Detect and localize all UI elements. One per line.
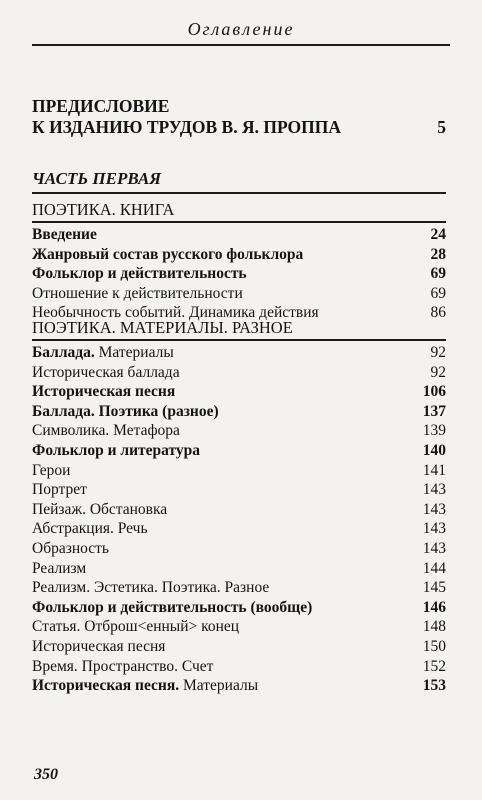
toc-entry-title: Историческая песня (32, 383, 176, 401)
entry-list (32, 225, 446, 323)
toc-entry-page: 143 (422, 539, 446, 557)
toc-entry-page: 145 (422, 579, 446, 597)
toc-entry-page: 141 (422, 461, 446, 479)
toc-entry-page: 150 (422, 637, 446, 655)
toc-entry[interactable] (32, 284, 446, 304)
toc-entry[interactable] (32, 363, 446, 383)
toc-entry-title-rest: Материалы (98, 344, 174, 361)
toc-entry-page: 92 (430, 363, 446, 381)
toc-entry-title: Историческая песня (32, 637, 166, 655)
toc-entry-page: 152 (422, 657, 446, 675)
part-title: ЧАСТЬ ПЕРВАЯ (32, 168, 446, 194)
toc-entry-page: 140 (422, 441, 446, 459)
toc-entry-page: 28 (430, 245, 446, 263)
page-number: 350 (34, 766, 58, 783)
toc-entry[interactable] (32, 225, 446, 245)
preface-page-number: 5 (437, 117, 446, 137)
toc-entry[interactable] (32, 441, 446, 461)
toc-entry-page: 106 (422, 383, 446, 401)
toc-entry[interactable] (32, 617, 446, 637)
toc-entry-title: Отношение к действительности (32, 284, 243, 302)
toc-entry[interactable] (32, 245, 446, 265)
toc-entry[interactable] (32, 539, 446, 559)
toc-entry[interactable] (32, 637, 446, 657)
toc-entry[interactable] (32, 559, 446, 579)
toc-entry-title: Статья. Отброш<енный> конец (32, 618, 240, 636)
toc-entry-title: Введение (32, 226, 97, 243)
toc-entry-page: 86 (430, 304, 446, 322)
toc-entry-page: 143 (422, 500, 446, 518)
toc-entry[interactable] (32, 343, 446, 363)
toc-entry-title-bold-part: Баллада. (32, 344, 95, 361)
toc-entry-title: Необычность событий. Динамика действия (32, 304, 319, 322)
toc-entry-page: 146 (422, 598, 446, 616)
toc-entry-page: 144 (422, 559, 446, 577)
toc-entry-title: Герои (32, 461, 71, 479)
toc-entry-title: Фольклор и действительность (32, 265, 247, 283)
toc-entry-page: 69 (430, 265, 446, 283)
toc-entry[interactable] (32, 402, 446, 422)
preface-entry[interactable] (32, 96, 446, 138)
toc-entry[interactable] (32, 657, 446, 677)
toc-entry-title: Время. Пространство. Счет (32, 657, 214, 675)
toc-entry[interactable] (32, 519, 446, 539)
toc-entry[interactable] (32, 676, 446, 696)
toc-entry-title: Фольклор и действительность (вообще) (32, 598, 313, 616)
toc-entry[interactable] (32, 421, 446, 441)
toc-entry-page: 139 (422, 422, 446, 440)
toc-entry[interactable] (32, 578, 446, 598)
entry-list (32, 343, 446, 696)
toc-entry-title: Баллада. Поэтика (разное) (32, 402, 219, 420)
toc-section-poetics-materials (32, 318, 446, 696)
toc-entry-title: Абстракция. Речь (32, 520, 148, 538)
toc-entry-page: 137 (422, 402, 446, 420)
preface-title-line1: ПРЕДИСЛОВИЕ (32, 96, 170, 116)
toc-section-poetics-book (32, 200, 446, 323)
toc-entry-title (32, 343, 174, 363)
toc-entry-title: Пейзаж. Обстановка (32, 500, 168, 518)
toc-entry-title-rest: Материалы (183, 677, 259, 695)
toc-entry-title: Реализм. Эстетика. Поэтика. Разное (32, 579, 270, 597)
section-heading: ПОЭТИКА. МАТЕРИАЛЫ. РАЗНОЕ (32, 318, 446, 341)
section-heading: ПОЭТИКА. КНИГА (32, 200, 446, 223)
toc-entry-page: 143 (422, 481, 446, 499)
toc-entry-title: Реализм (32, 559, 87, 577)
toc-entry-title: Символика. Метафора (32, 422, 180, 440)
toc-entry-title: Портрет (32, 481, 87, 499)
toc-entry[interactable] (32, 382, 446, 402)
toc-entry-page: 143 (422, 520, 446, 538)
toc-entry-page: 24 (430, 226, 446, 243)
toc-entry[interactable] (32, 500, 446, 520)
toc-entry[interactable] (32, 461, 446, 481)
toc-entry[interactable] (32, 598, 446, 618)
toc-entry-title: Образность (32, 539, 109, 557)
toc-entry-title (32, 676, 258, 696)
toc-entry-title: Жанровый состав русского фольклора (32, 245, 304, 263)
toc-entry[interactable] (32, 480, 446, 500)
running-head: Оглавление (32, 18, 450, 46)
toc-entry[interactable] (32, 264, 446, 284)
toc-entry-page: 69 (430, 284, 446, 302)
toc-entry-title-bold-part: Историческая песня. (32, 677, 180, 695)
toc-entry-page: 153 (422, 677, 446, 695)
preface-title-line2: К ИЗДАНИЮ ТРУДОВ В. Я. ПРОППА (32, 117, 342, 137)
toc-entry-title: Историческая баллада (32, 363, 180, 381)
toc-entry-title: Фольклор и литература (32, 441, 201, 459)
toc-entry-page: 148 (422, 618, 446, 636)
toc-entry-page: 92 (430, 344, 446, 361)
